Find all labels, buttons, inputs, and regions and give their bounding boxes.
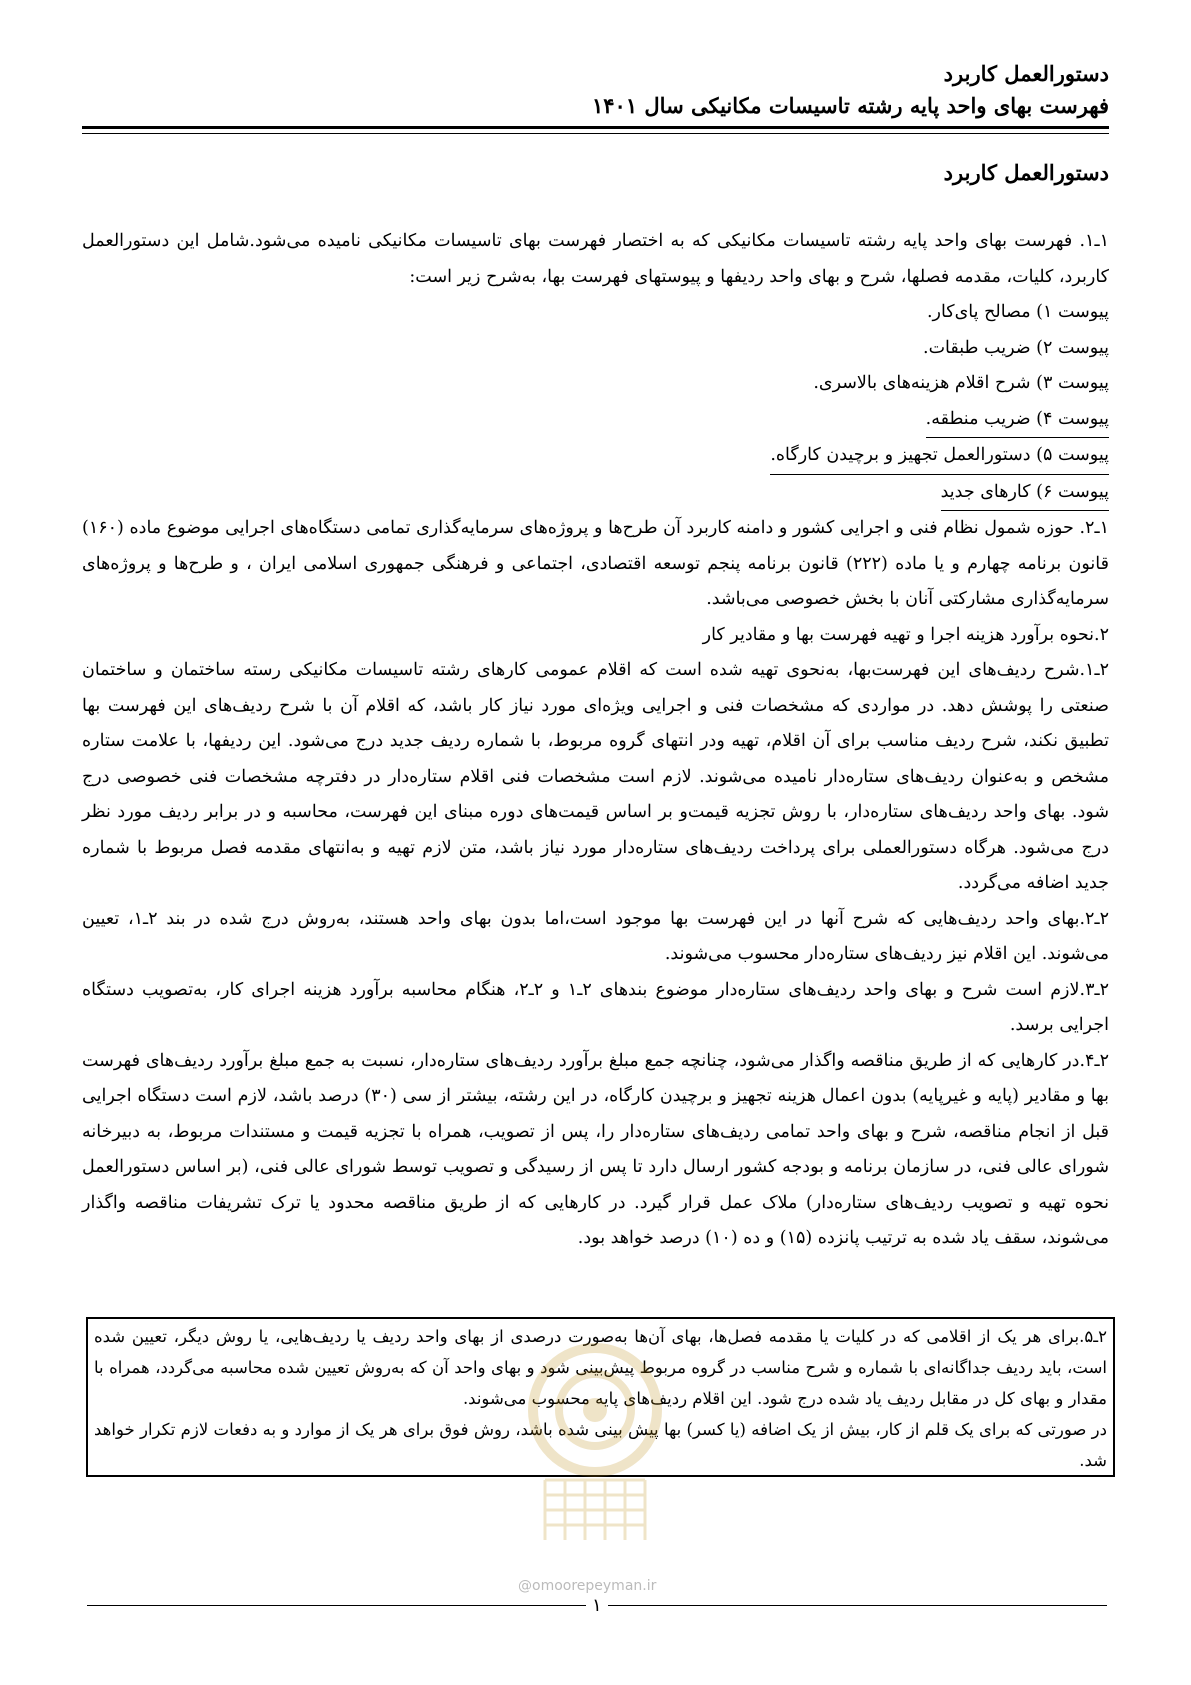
paragraph-2-5-note: در صورتی که برای یک قلم از کار، بیش از یک اضافه (یا کسر) بها پیش بینی شده باشد، روش فوق برای هر یک از موارد و به دفعات لازم تکرار خواهد شد. — [94, 1420, 1107, 1470]
header-title: دستورالعمل کاربرد — [943, 61, 1109, 86]
paragraph-2-5: ۲ـ۵.برای هر یک از اقلامی که در کلیات یا مقدمه فصل‌ها، بهای آن‌ها به‌صورت درصدی از بهای واحد ردیف یا ردیف‌هایی، یا روش دیگر، تعیین شده است، باید ردیف جداگانه‌ای با شماره و شرح مناسب در گروه مربوط پیش‌بینی شود و بهای واحد آن که به‌روش تعیین شده محاسبه می‌گردد، همراه با مقدار و بهای کل در مقابل ردیف یاد شده درج شود. این اقلام ردیف‌های پایه محسوب می‌شوند. — [94, 1327, 1107, 1408]
annex-item-1: پیوست ۱) مصالح پای‌کار. — [926, 302, 1109, 322]
page-header — [82, 58, 1109, 122]
paragraph-2-4: ۲ـ۴.در کارهایی که از طریق مناقصه واگذار می‌شود، چنانچه جمع مبلغ برآورد ردیف‌های ستاره‌دار، نسبت به جمع مبلغ برآورد ردیف‌های فهرست بها و مقادیر (پایه و غیرپایه) بدون اعمال هزینه تجهیز و برچیدن کارگاه، در این رشته، بیشتر از سی (۳۰) درصد باشد، لازم است دستگاه اجرایی قبل از انجام مناقصه، شرح و بهای واحد تمامی ردیف‌های ستاره‌دار را، پس از تصویب، همراه با تجزیه قیمت و مستندات مربوط، به دبیرخانه شورای عالی فنی، در سازمان برنامه و بودجه کشور ارسال دارد تا پس از رسیدگی و تصویب توسط شورای عالی فنی، (بر اساس دستورالعمل نحوه تهیه و تصویب ردیف‌های ستاره‌دار) ملاک عمل قرار گیرد. در کارهایی که از طریق مناقصه محدود یا ترک تشریفات مناقصه واگذار می‌شوند، سقف یاد شده به ترتیب پانزده (۱۵) و ده (۱۰) درصد خواهد بود. — [82, 1050, 1109, 1248]
section-title: دستورالعمل کاربرد — [943, 160, 1109, 185]
annex-item-5: پیوست ۵) دستورالعمل تجهیز و برچیدن کارگاه. — [770, 438, 1109, 475]
paragraph-2-3: ۲ـ۳.لازم است شرح و بهای واحد ردیف‌های ستاره‌دار موضوع بندهای ۲ـ۱ و ۲ـ۲، هنگام محاسبه برآورد هزینه اجرای کار، به‌تصویب دستگاه اجرایی برسد. — [82, 979, 1110, 1035]
annex-item-3: پیوست ۳) شرح اقلام هزینه‌های بالاسری. — [813, 373, 1109, 393]
header-rule-thin — [82, 133, 1109, 134]
paragraph-1-1: ۱ـ۱. فهرست بهای واحد پایه رشته تاسیسات مکانیکی که به اختصار فهرست بهای تاسیسات مکانیکی نامیده می‌شود.شامل این دستورالعمل کاربرد، کلیات، مقدمه فصلها، شرح و بهای واحد ردیفها و پیوستهای فهرست بها، به‌شرح زیر است: — [82, 231, 1109, 287]
page-number: ۱ — [586, 1595, 608, 1616]
heading-2: ۲.نحوه برآورد هزینه اجرا و تهیه فهرست بها و مقادیر کار — [702, 624, 1109, 645]
paragraph-1-2: ۱ـ۲. حوزه شمول نظام فنی و اجرایی کشور و دامنه کاربرد آن طرح‌ها و پروژه‌های سرمایه‌گذاری تمامی دستگاه‌های اجرایی موضوع ماده (۱۶۰) قانون برنامه چهارم و یا ماده (۲۲۲) قانون برنامه پنجم توسعه اقتصادی، اجتماعی و فرهنگی جمهوری اسلامی ایران ، و طرح‌ها و پروژه‌های سرمایه‌گذاری مشارکتی آنان با بخش خصوصی می‌باشد. — [82, 518, 1109, 609]
header-subtitle: فهرست بهای واحد پایه رشته تاسیسات مکانیکی سال ۱۴۰۱ — [591, 93, 1109, 118]
annex-item-4: پیوست ۴) ضریب منطقه. — [926, 402, 1109, 439]
paragraph-2-1: ۲ـ۱.شرح ردیف‌های این فهرست‌بها، به‌نحوی تهیه شده است که اقلام عمومی کارهای رشته تاسیسات مکانیکی رسته ساختمان و ساختمان صنعتی را پوشش دهد. در مواردی که مشخصات فنی و اجرایی ویژه‌ای مورد نیاز کار باشد، که اقلام آن با شرح ردیف‌های این فهرست بها تطبیق نکند، شرح ردیف مناسب برای آن اقلام، تهیه ودر انتهای گروه مربوط، با شماره ردیف جدید درج می‌شود. این ردیفها، با علامت ستاره مشخص و به‌عنوان ردیف‌های ستاره‌دار نامیده می‌شوند. لازم است مشخصات فنی اقلام ستاره‌دار در دفترچه مشخصات فنی خصوصی درج شود. بهای واحد ردیف‌های ستاره‌دار، با روش تجزیه قیمت‌و بر اساس قیمت‌های دوره مبنای این فهرست، محاسبه و در برابر ردیف مورد نظر درج می‌شود. هرگاه دستورالعملی برای پرداخت ردیف‌های ستاره‌دار مورد نیاز باشد، متن لازم تهیه و به‌انتهای مقدمه فصل مربوط با شماره جدید اضافه می‌گردد. — [82, 660, 1109, 893]
annex-item-6: پیوست ۶) کارهای جدید — [941, 475, 1109, 512]
annex-item-2: پیوست ۲) ضریب طبقات. — [923, 337, 1109, 358]
watermark-logo-icon — [505, 1330, 685, 1560]
header-rule-thick — [82, 126, 1109, 129]
watermark-text: @omoorepeyman.ir — [518, 1578, 657, 1594]
document-body — [82, 224, 1109, 1257]
paragraph-2-2: ۲ـ۲.بهای واحد ردیف‌هایی که شرح آنها در این فهرست بها موجود است،اما بدون بهای واحد هستند، به‌روش درج شده در بند ۲ـ۱، تعیین می‌شوند. این اقلام نیز ردیف‌های ستاره‌دار محسوب می‌شوند. — [82, 908, 1109, 964]
